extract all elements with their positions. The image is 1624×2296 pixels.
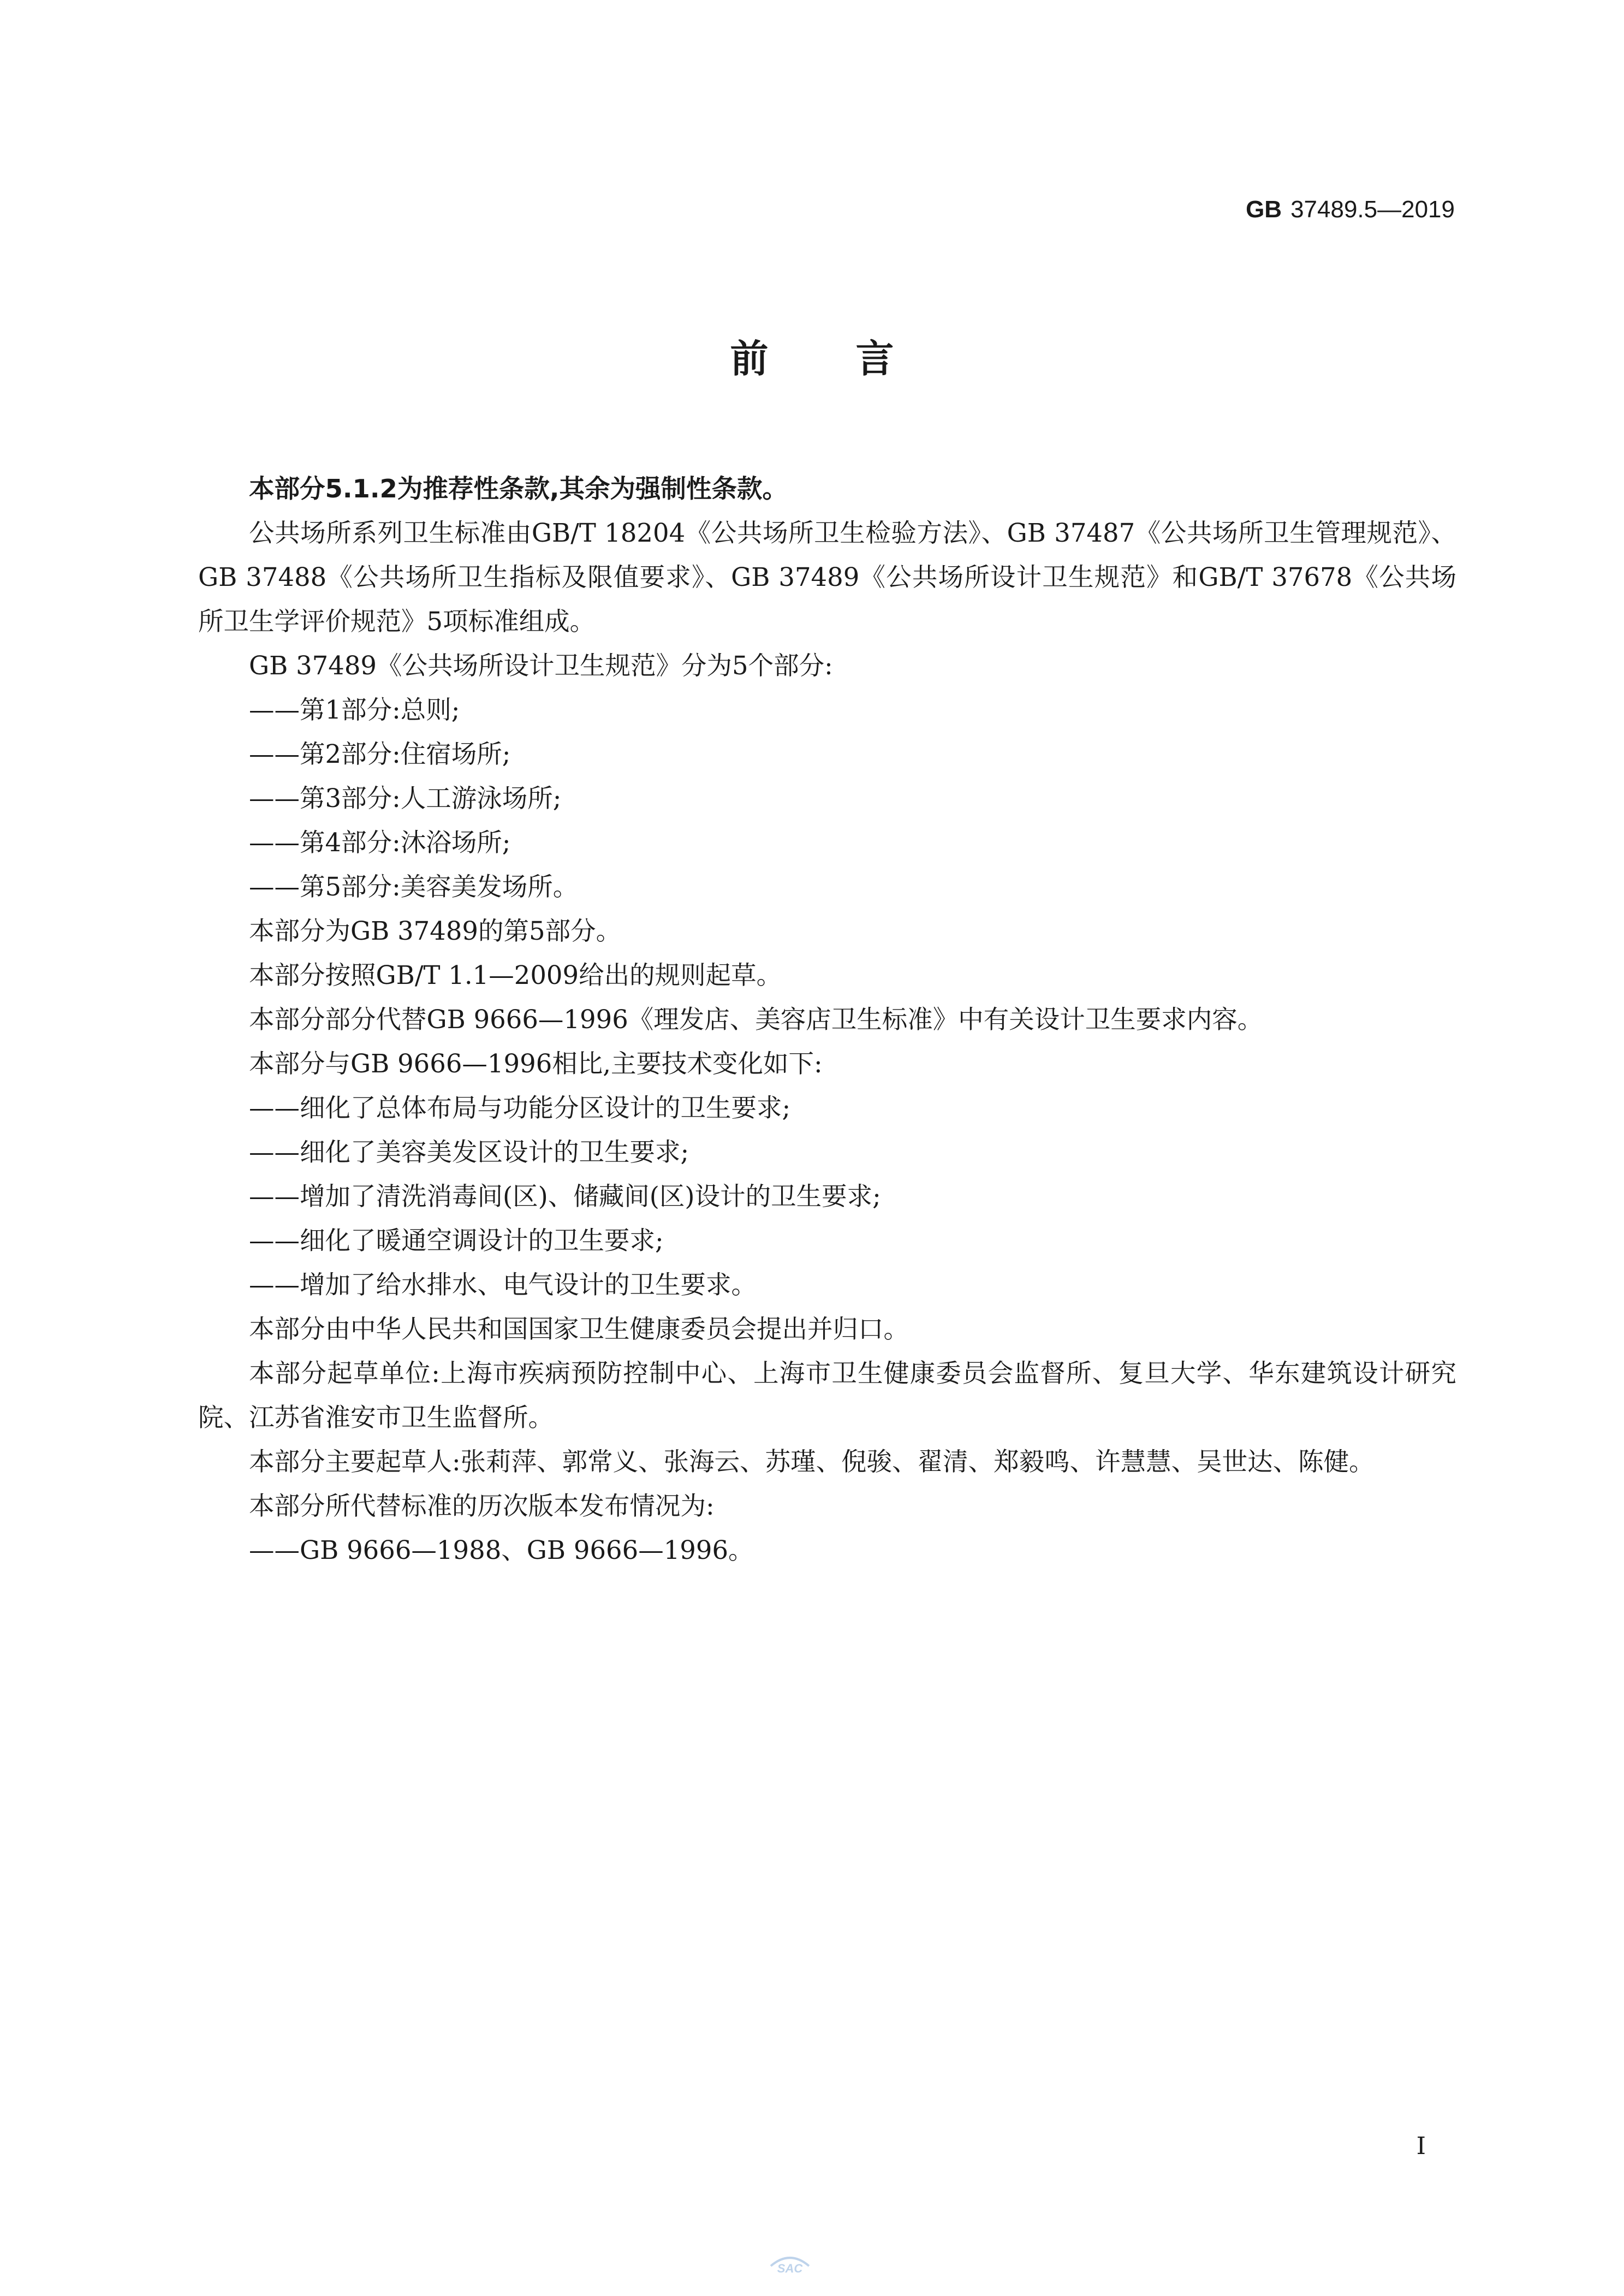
list-item: ——细化了美容美发区设计的卫生要求; bbox=[249, 1137, 689, 1167]
paragraph: 本部分主要起草人:张莉萍、郭常义、张海云、苏瑾、倪骏、翟清、郑毅鸣、许慧慧、吴世达、陈健。 bbox=[249, 1447, 1375, 1476]
list-item: ——第2部分:住宿场所; bbox=[249, 739, 511, 769]
standard-code: 37489.5—2019 bbox=[1290, 196, 1455, 223]
sac-watermark-logo bbox=[765, 2239, 814, 2277]
paragraph: 本部分部分代替GB 9666—1996《理发店、美容店卫生标准》中有关设计卫生要求内容。 bbox=[249, 1005, 1263, 1034]
list-item: ——细化了暖通空调设计的卫生要求; bbox=[249, 1226, 664, 1255]
paragraph: 本部分由中华人民共和国国家卫生健康委员会提出并归口。 bbox=[249, 1314, 909, 1344]
paragraph: 本部分所代替标准的历次版本发布情况为: bbox=[249, 1491, 715, 1521]
paragraph: 本部分按照GB/T 1.1—2009给出的规则起草。 bbox=[249, 960, 782, 990]
list-item: ——GB 9666—1988、GB 9666—1996。 bbox=[249, 1535, 754, 1565]
list-item: ——第4部分:沐浴场所; bbox=[249, 828, 511, 857]
list-item: ——第3部分:人工游泳场所; bbox=[249, 784, 562, 813]
svg-text:SAC: SAC bbox=[777, 2262, 803, 2275]
list-item: ——第5部分:美容美发场所。 bbox=[249, 872, 579, 901]
document-body bbox=[198, 467, 1456, 1573]
list-item: ——第1部分:总则; bbox=[249, 695, 460, 725]
paragraph: 本部分为GB 37489的第5部分。 bbox=[249, 916, 622, 946]
paragraph: 本部分与GB 9666—1996相比,主要技术变化如下: bbox=[249, 1049, 823, 1078]
paragraph: GB 37489《公共场所设计卫生规范》分为5个部分: bbox=[249, 651, 833, 680]
page-number: I bbox=[1416, 2132, 1426, 2160]
standard-prefix: GB bbox=[1246, 196, 1282, 223]
paragraph: 本部分起草单位:上海市疾病预防控制中心、上海市卫生健康委员会监督所、复旦大学、华东建筑设计研究院、江苏省淮安市卫生监督所。 bbox=[198, 1358, 1456, 1432]
standard-number bbox=[1246, 195, 1455, 224]
paragraph: 公共场所系列卫生标准由GB/T 18204《公共场所卫生检验方法》、GB 37487《公共场所卫生管理规范》、GB 37488《公共场所卫生指标及限值要求》、GB 37489《公共场所设计卫生规范》和GB/T 37678《公共场所卫生学评价规范》5项标准组成。 bbox=[198, 518, 1456, 636]
list-item: ——增加了给水排水、电气设计的卫生要求。 bbox=[249, 1270, 757, 1300]
list-item: ——细化了总体布局与功能分区设计的卫生要求; bbox=[249, 1093, 791, 1123]
paragraph-clause-note: 本部分5.1.2为推荐性条款,其余为强制性条款。 bbox=[249, 474, 788, 503]
list-item: ——增加了清洗消毒间(区)、储藏间(区)设计的卫生要求; bbox=[249, 1182, 881, 1211]
page-title: 前言 bbox=[730, 336, 981, 381]
